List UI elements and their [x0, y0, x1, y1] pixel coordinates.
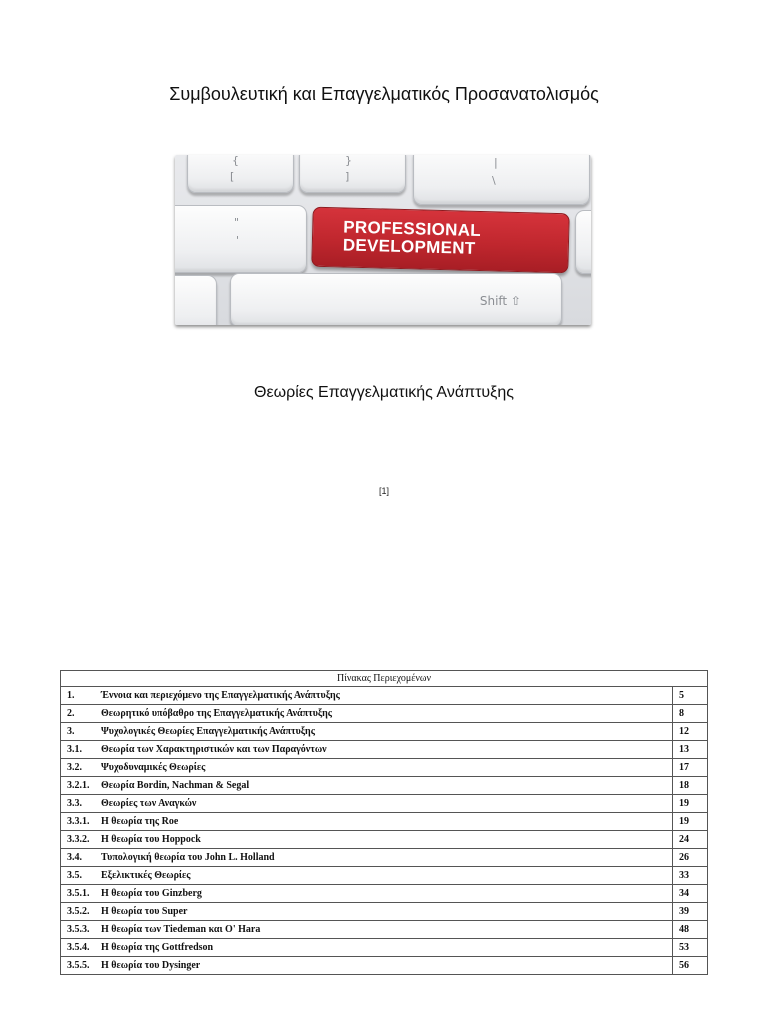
toc-entry-label[interactable] — [61, 795, 673, 813]
toc-heading: Πίνακας Περιεχομένων — [61, 671, 708, 687]
table-row — [61, 687, 708, 705]
toc-entry-title: Θεωρητικό υπόβαθρο της Επαγγελματικής Ανάπτυξης — [101, 708, 333, 719]
toc-entry-label[interactable] — [61, 705, 673, 723]
key-glyph-curly-close: } — [345, 155, 352, 167]
shift-key-label: Shift ⇧ — [479, 294, 521, 308]
table-row — [61, 741, 708, 759]
toc-entry-page: 48 — [673, 921, 708, 939]
toc-entry-label[interactable] — [61, 759, 673, 777]
toc-entry-number: 3.2.1. — [67, 780, 90, 791]
key-glyph-pipe: | — [494, 156, 498, 169]
toc-entry-label[interactable] — [61, 813, 673, 831]
toc-entry-page: 34 — [673, 885, 708, 903]
professional-development-keyboard-image — [175, 155, 591, 325]
toc-entry-label[interactable] — [61, 687, 673, 705]
toc-entry-page: 19 — [673, 795, 708, 813]
toc-entry-title: Θεωρία των Χαρακτηριστικών και των Παραγόντων — [101, 744, 327, 755]
toc-entry-page: 39 — [673, 903, 708, 921]
toc-entry-title: Έννοια και περιεχόμενο της Επαγγελματικής Ανάπτυξης — [101, 690, 340, 701]
toc-entry-label[interactable] — [61, 939, 673, 957]
toc-entry-page: 8 — [673, 705, 708, 723]
toc-entry-title: Η θεωρία της Gottfredson — [101, 942, 214, 953]
toc-entry-title: Η θεωρία των Tiedeman και O' Hara — [101, 924, 261, 935]
toc-entry-number: 3.4. — [67, 852, 82, 863]
document-title: Συμβουλευτική και Επαγγελματικός Προσανατολισμός — [169, 84, 599, 104]
toc-entry-page: 33 — [673, 867, 708, 885]
toc-entry-page: 13 — [673, 741, 708, 759]
table-row — [61, 921, 708, 939]
toc-entry-number: 3.5. — [67, 870, 82, 881]
key-glyph-curly-open: { — [232, 155, 239, 167]
table-row — [61, 723, 708, 741]
toc-entry-label[interactable] — [61, 777, 673, 795]
toc-entry-page: 26 — [673, 849, 708, 867]
left-edge-key — [175, 275, 217, 325]
red-key-line1: PROFESSIONAL — [343, 217, 482, 241]
table-row — [61, 867, 708, 885]
toc-entry-label[interactable] — [61, 831, 673, 849]
toc-entry-number: 3.2. — [67, 762, 82, 773]
table-row — [61, 957, 708, 975]
toc-entry-number: 3.3.2. — [67, 834, 90, 845]
table-row — [61, 795, 708, 813]
toc-entry-title: Η θεωρία του Dysinger — [101, 960, 201, 971]
toc-entry-number: 3.3.1. — [67, 816, 90, 827]
toc-entry-label[interactable] — [61, 849, 673, 867]
toc-entry-number: 3.5.1. — [67, 888, 90, 899]
toc-entry-number: 3.5.2. — [67, 906, 90, 917]
toc-entry-page: 17 — [673, 759, 708, 777]
toc-entry-page: 5 — [673, 687, 708, 705]
toc-entry-page: 53 — [673, 939, 708, 957]
document-subtitle: Θεωρίες Επαγγελματικής Ανάπτυξης — [254, 384, 514, 401]
toc-entry-number: 3.5.5. — [67, 960, 90, 971]
toc-entry-title: Τυπολογική θεωρία του John L. Holland — [101, 852, 275, 863]
key-glyph-backslash: \ — [492, 174, 496, 187]
table-of-contents — [60, 670, 708, 975]
toc-entry-title: Η θεωρία του Hoppock — [101, 834, 201, 845]
toc-entry-page: 56 — [673, 957, 708, 975]
table-row — [61, 939, 708, 957]
toc-entry-number: 3.5.3. — [67, 924, 90, 935]
toc-entry-title: Θεωρίες των Αναγκών — [101, 798, 197, 809]
toc-entry-label[interactable] — [61, 921, 673, 939]
toc-entry-title: Η θεωρία της Roe — [101, 816, 179, 827]
backslash-key — [413, 155, 590, 205]
toc-entry-title: Θεωρία Bordin, Nachman & Segal — [101, 780, 250, 791]
toc-entry-number: 3.3. — [67, 798, 82, 809]
professional-development-key — [311, 207, 569, 274]
toc-entry-number: 3.1. — [67, 744, 82, 755]
toc-entry-number: 3.5.4. — [67, 942, 90, 953]
bracket-close-key — [299, 155, 406, 193]
toc-entry-label[interactable] — [61, 867, 673, 885]
toc-entry-title: Η θεωρία του Ginzberg — [101, 888, 202, 899]
table-row — [61, 903, 708, 921]
toc-entry-number: 2. — [67, 708, 75, 719]
quote-key — [175, 205, 307, 273]
toc-entry-number: 1. — [67, 690, 75, 701]
toc-entry-page: 24 — [673, 831, 708, 849]
bracket-key — [187, 155, 294, 193]
toc-entry-label[interactable] — [61, 957, 673, 975]
key-glyph-square-close: ] — [345, 170, 350, 183]
table-row — [61, 759, 708, 777]
key-glyph-single-quote: ' — [236, 234, 240, 247]
key-glyph-double-quote: " — [234, 216, 240, 229]
toc-entry-title: Εξελικτικές Θεωρίες — [101, 870, 191, 881]
shift-key — [230, 273, 562, 325]
table-row — [61, 849, 708, 867]
toc-entry-title: Ψυχολογικές Θεωρίες Επαγγελματικής Ανάπτυξης — [101, 726, 315, 737]
toc-entry-label[interactable] — [61, 885, 673, 903]
toc-entry-page: 18 — [673, 777, 708, 795]
table-row — [61, 705, 708, 723]
toc-entry-page: 12 — [673, 723, 708, 741]
toc-entry-number: 3. — [67, 726, 75, 737]
toc-entry-label[interactable] — [61, 723, 673, 741]
footnote-reference: [1] — [378, 486, 389, 496]
toc-entry-label[interactable] — [61, 741, 673, 759]
enter-edge-key — [575, 210, 591, 274]
table-row — [61, 885, 708, 903]
toc-entry-label[interactable] — [61, 903, 673, 921]
table-row — [61, 831, 708, 849]
toc-entry-title: Ψυχοδυναμικές Θεωρίες — [101, 762, 206, 773]
key-glyph-square-open: [ — [230, 170, 235, 183]
toc-entry-title: Η θεωρία του Super — [101, 906, 188, 917]
red-key-line2: DEVELOPMENT — [342, 235, 476, 258]
toc-entry-page: 19 — [673, 813, 708, 831]
table-row — [61, 777, 708, 795]
table-row — [61, 813, 708, 831]
toc-heading-row — [61, 671, 708, 687]
